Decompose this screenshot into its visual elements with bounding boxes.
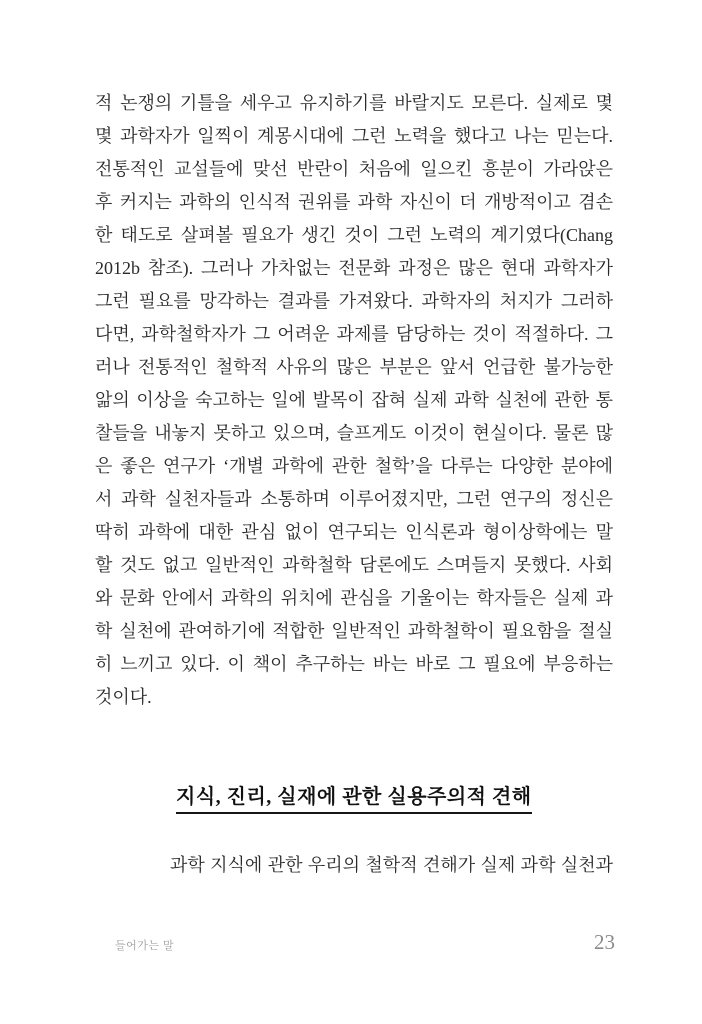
text-line: 다면, 과학철학자가 그 어려운 과제를 담당하는 것이 적절하다. 그 (95, 324, 613, 344)
text-line: 서 과학 실천자들과 소통하며 이루어졌지만, 그런 연구의 정신은 (95, 489, 613, 509)
text-line: 할 것도 없고 일반적인 과학철학 담론에도 스며들지 못했다. 사회 (95, 555, 613, 575)
paragraph-1 (95, 87, 613, 714)
text-line: 학 실천에 관여하기에 적합한 일반적인 과학철학이 필요함을 절실 (95, 621, 613, 641)
text-line: 히 느끼고 있다. 이 책이 추구하는 바는 바로 그 필요에 부응하는 (95, 654, 613, 674)
paragraph-2 (95, 849, 613, 882)
page-number: 23 (594, 930, 615, 954)
text-line: 2012b 참조). 그러나 가차없는 전문화 과정은 많은 현대 과학자가 (95, 258, 613, 278)
text-line: 와 문화 안에서 과학의 위치에 관심을 기울이는 학자들은 실제 과 (95, 588, 613, 608)
text-line: 러나 전통적인 철학적 사유의 많은 부분은 앞서 언급한 불가능한 (95, 357, 613, 377)
section-heading: 지식, 진리, 실재에 관한 실용주의적 견해 (176, 780, 532, 814)
text-line: 딱히 과학에 대한 관심 없이 연구되는 인식론과 형이상학에는 말 (95, 522, 613, 542)
text-line: 찰들을 내놓지 못하고 있으며, 슬프게도 이것이 현실이다. 물론 많 (95, 423, 613, 443)
text-line: 후 커지는 과학의 인식적 권위를 과학 자신이 더 개방적이고 겸손 (95, 192, 613, 212)
text-line: 것이다. (95, 687, 152, 707)
text-line: 전통적인 교설들에 맞선 반란이 처음에 일으킨 흥분이 가라앉은 (95, 159, 613, 179)
text-line: 그런 필요를 망각하는 결과를 가져왔다. 과학자의 처지가 그러하 (95, 291, 613, 311)
text-line: 앎의 이상을 숙고하는 일에 발목이 잡혀 실제 과학 실천에 관한 통 (95, 390, 613, 410)
text-line: 몇 과학자가 일찍이 계몽시대에 그런 노력을 했다고 나는 믿는다. (95, 126, 613, 146)
text-line: 한 태도로 살펴볼 필요가 생긴 것이 그런 노력의 계기였다(Chang (95, 225, 613, 245)
text-line: 은 좋은 연구가 ‘개별 과학에 관한 철학’을 다루는 다양한 분야에 (95, 456, 613, 476)
footer-running-title: 들어가는 말 (115, 940, 175, 952)
text-line: 과학 지식에 관한 우리의 철학적 견해가 실제 과학 실천과 (170, 855, 613, 875)
text-line: 적 논쟁의 기틀을 세우고 유지하기를 바랄지도 모른다. 실제로 몇 (95, 93, 613, 113)
